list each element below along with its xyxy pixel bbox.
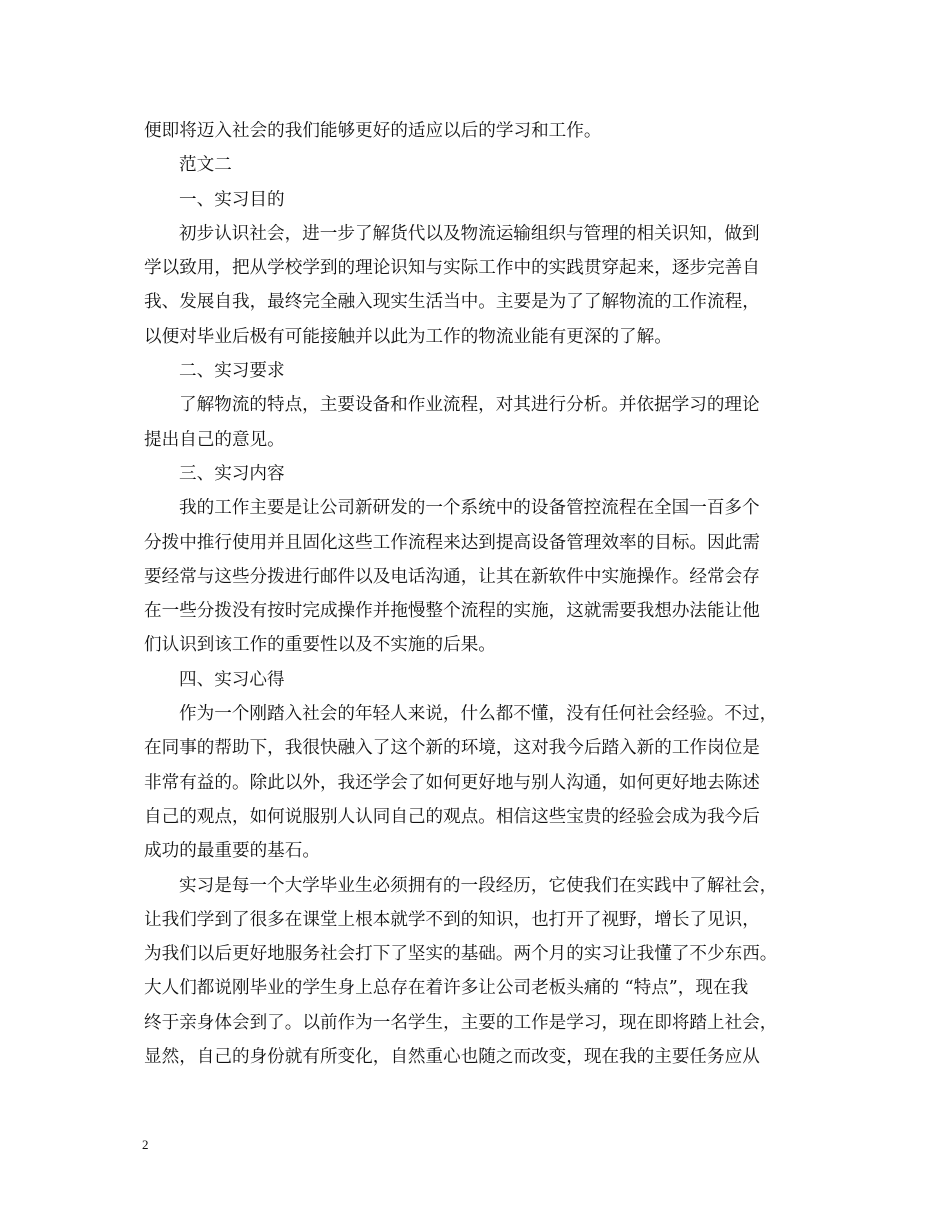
text-line: 终于亲身体会到了。以前作为一名学生，主要的工作是学习，现在即将踏上社会， — [144, 1012, 778, 1033]
text-line: 让我们学到了很多在课堂上根本就学不到的知识，也打开了视野，增长了见识， — [144, 909, 760, 930]
text-line: 非常有益的。除此以外，我还学会了如何更好地与别人沟通，如何更好地去陈述 — [144, 772, 760, 793]
text-line: 学以致用，把从学校学到的理论识知与实际工作中的实践贯穿起来，逐步完善自 — [144, 258, 760, 279]
document-body — [144, 114, 814, 1074]
text-line: 了解物流的特点，主要设备和作业流程，对其进行分析。并依据学习的理论 — [179, 395, 760, 416]
text-line: 显然，自己的身份就有所变化，自然重心也随之而改变，现在我的主要任务应从 — [144, 1047, 760, 1068]
text-line: 二、实习要求 — [179, 361, 285, 382]
text-line: 我、发展自我，最终完全融入现实生活当中。主要是为了了解物流的工作流程， — [144, 292, 760, 313]
page-number: 2 — [142, 1137, 149, 1152]
text-line: 自己的观点，如何说服别人认同自己的观点。相信这些宝贵的经验会成为我今后 — [144, 806, 760, 827]
text-line: 初步认识社会，进一步了解货代以及物流运输组织与管理的相关识知，做到 — [179, 223, 760, 244]
text-line: 我的工作主要是让公司新研发的一个系统中的设备管控流程在全国一百多个 — [179, 498, 760, 519]
text-line: 在同事的帮助下，我很快融入了这个新的环境，这对我今后踏入新的工作岗位是 — [144, 738, 760, 759]
text-line: 要经常与这些分拨进行邮件以及电话沟通，让其在新软件中实施操作。经常会存 — [144, 566, 760, 587]
text-line: 三、实习内容 — [179, 463, 285, 484]
text-line: 以便对毕业后极有可能接触并以此为工作的物流业能有更深的了解。 — [144, 326, 672, 347]
text-line: 在一些分拨没有按时完成操作并拖慢整个流程的实施，这就需要我想办法能让他 — [144, 601, 760, 622]
text-line: 分拨中推行使用并且固化这些工作流程来达到提高设备管理效率的目标。因此需 — [144, 532, 760, 553]
text-line: 四、实习心得 — [179, 669, 285, 690]
text-line: 提出自己的意见。 — [144, 429, 285, 450]
text-line: 作为一个刚踏入社会的年轻人来说，什么都不懂，没有任何社会经验。不过， — [179, 704, 778, 725]
text-line: 大人们都说刚毕业的学生身上总存在着许多让公司老板头痛的 “特点”，现在我 — [144, 978, 749, 999]
text-line: 便即将迈入社会的我们能够更好的适应以后的学习和工作。 — [144, 121, 602, 141]
text-line: 们认识到该工作的重要性以及不实施的后果。 — [144, 635, 496, 656]
text-line: 实习是每一个大学毕业生必须拥有的一段经历，它使我们在实践中了解社会， — [179, 875, 778, 896]
text-line: 为我们以后更好地服务社会打下了坚实的基础。两个月的实习让我懂了不少东西。 — [144, 944, 778, 965]
text-line: 成功的最重要的基石。 — [144, 841, 320, 862]
text-line: 一、实习目的 — [179, 189, 285, 210]
text-line: 范文二 — [179, 155, 232, 176]
